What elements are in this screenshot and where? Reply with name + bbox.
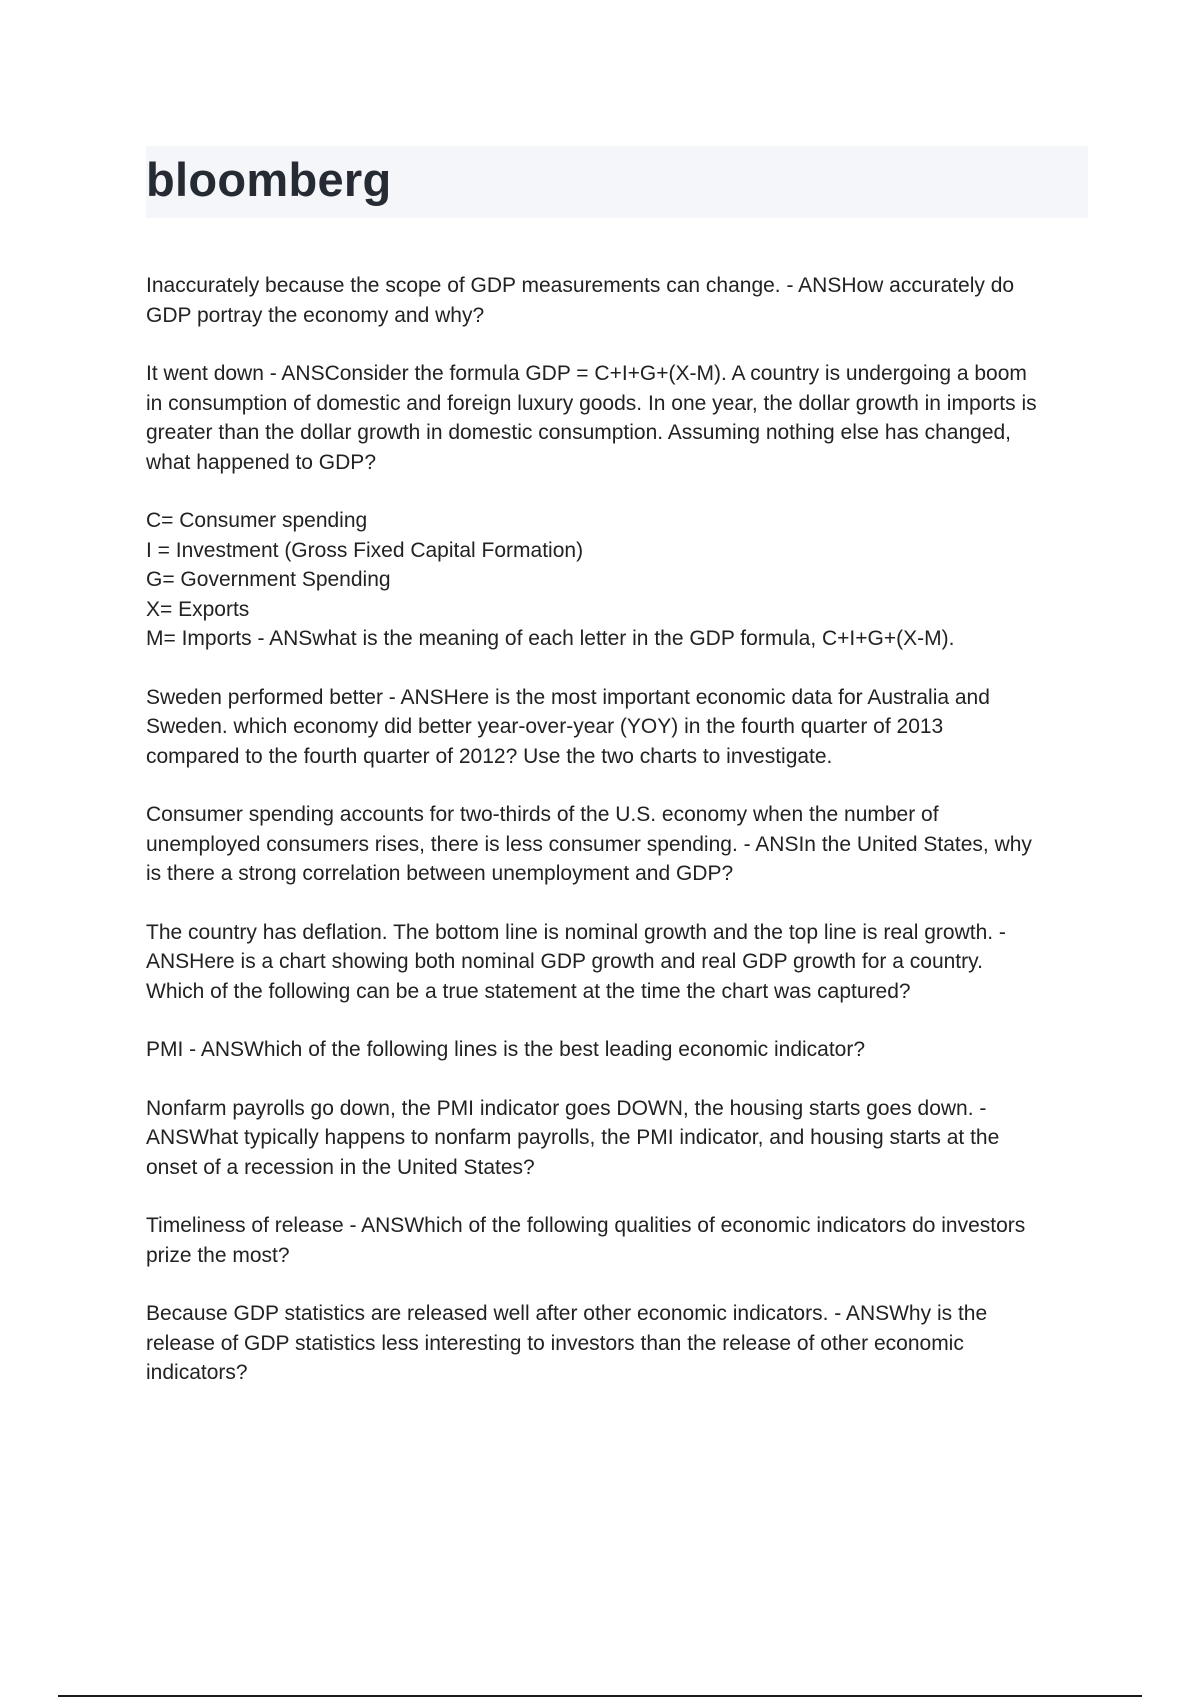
qa-paragraph-3	[146, 506, 1092, 654]
qa-paragraph-5	[146, 800, 1092, 889]
page-title: bloomberg	[146, 153, 392, 206]
paragraph-line: indicators?	[146, 1361, 248, 1384]
paragraph-line: in consumption of domestic and foreign luxury goods. In one year, the dollar growth in imports is	[146, 391, 1037, 415]
qa-paragraph-9	[146, 1211, 1092, 1270]
paragraph-line: greater than the dollar growth in domestic consumption. Assuming nothing else has changed,	[146, 421, 1012, 444]
paragraph-line: M= Imports - ANSwhat is the meaning of each letter in the GDP formula, C+I+G+(X-M).	[146, 627, 955, 650]
qa-paragraph-8	[146, 1094, 1092, 1183]
paragraph-line: Sweden. which economy did better year-over-year (YOY) in the fourth quarter of 2013	[146, 715, 944, 738]
qa-paragraph-7	[146, 1035, 1092, 1065]
paragraph-line: Inaccurately because the scope of GDP measurements can change. - ANSHow accurately do	[146, 274, 1015, 297]
qa-paragraph-6	[146, 918, 1092, 1007]
qa-paragraph-1	[146, 271, 1092, 330]
paragraph-line: Sweden performed better - ANSHere is the most important economic data for Australia and	[146, 685, 990, 709]
paragraph-line: release of GDP statistics less interesting to investors than the release of other economic	[146, 1331, 964, 1355]
paragraph-line: G= Government Spending	[146, 568, 391, 591]
paragraph-line: Consumer spending accounts for two-thirds of the U.S. economy when the number of	[146, 803, 939, 826]
paragraph-line: C= Consumer spending	[146, 509, 368, 532]
paragraph-line: onset of a recession in the United States?	[146, 1155, 535, 1179]
paragraph-line: The country has deflation. The bottom line is nominal growth and the top line is real growth. -	[146, 920, 1006, 944]
page-bottom-divider	[58, 1695, 1142, 1697]
paragraph-line: X= Exports	[146, 597, 250, 621]
qa-paragraph-2	[146, 359, 1092, 477]
qa-paragraph-4	[146, 683, 1092, 772]
paragraph-line: ANSHere is a chart showing both nominal GDP growth and real GDP growth for a country.	[146, 950, 983, 973]
paragraph-line: PMI - ANSWhich of the following lines is the best leading economic indicator?	[146, 1038, 866, 1061]
paragraph-line: Timeliness of release - ANSWhich of the following qualities of economic indicators do investors	[146, 1214, 1026, 1237]
paragraph-line: prize the most?	[146, 1243, 290, 1267]
paragraph-line: ANSWhat typically happens to nonfarm payrolls, the PMI indicator, and housing starts at the	[146, 1126, 1000, 1149]
qa-content	[146, 271, 1092, 1417]
qa-paragraph-10	[146, 1299, 1092, 1388]
paragraph-line: Nonfarm payrolls go down, the PMI indicator goes DOWN, the housing starts goes down. -	[146, 1096, 987, 1120]
paragraph-line: compared to the fourth quarter of 2012? Use the two charts to investigate.	[146, 744, 833, 768]
title-banner	[146, 146, 1088, 218]
paragraph-line: I = Investment (Gross Fixed Capital Formation)	[146, 538, 584, 562]
paragraph-line: Which of the following can be a true statement at the time the chart was captured?	[146, 979, 911, 1003]
paragraph-line: unemployed consumers rises, there is less consumer spending. - ANSIn the United States, why	[146, 832, 1032, 856]
paragraph-line: is there a strong correlation between unemployment and GDP?	[146, 862, 734, 885]
paragraph-line: Because GDP statistics are released well after other economic indicators. - ANSWhy is the	[146, 1302, 988, 1325]
paragraph-line: GDP portray the economy and why?	[146, 303, 485, 327]
paragraph-line: It went down - ANSConsider the formula GDP = C+I+G+(X-M). A country is undergoing a boom	[146, 362, 1027, 385]
paragraph-line: what happened to GDP?	[146, 450, 376, 474]
